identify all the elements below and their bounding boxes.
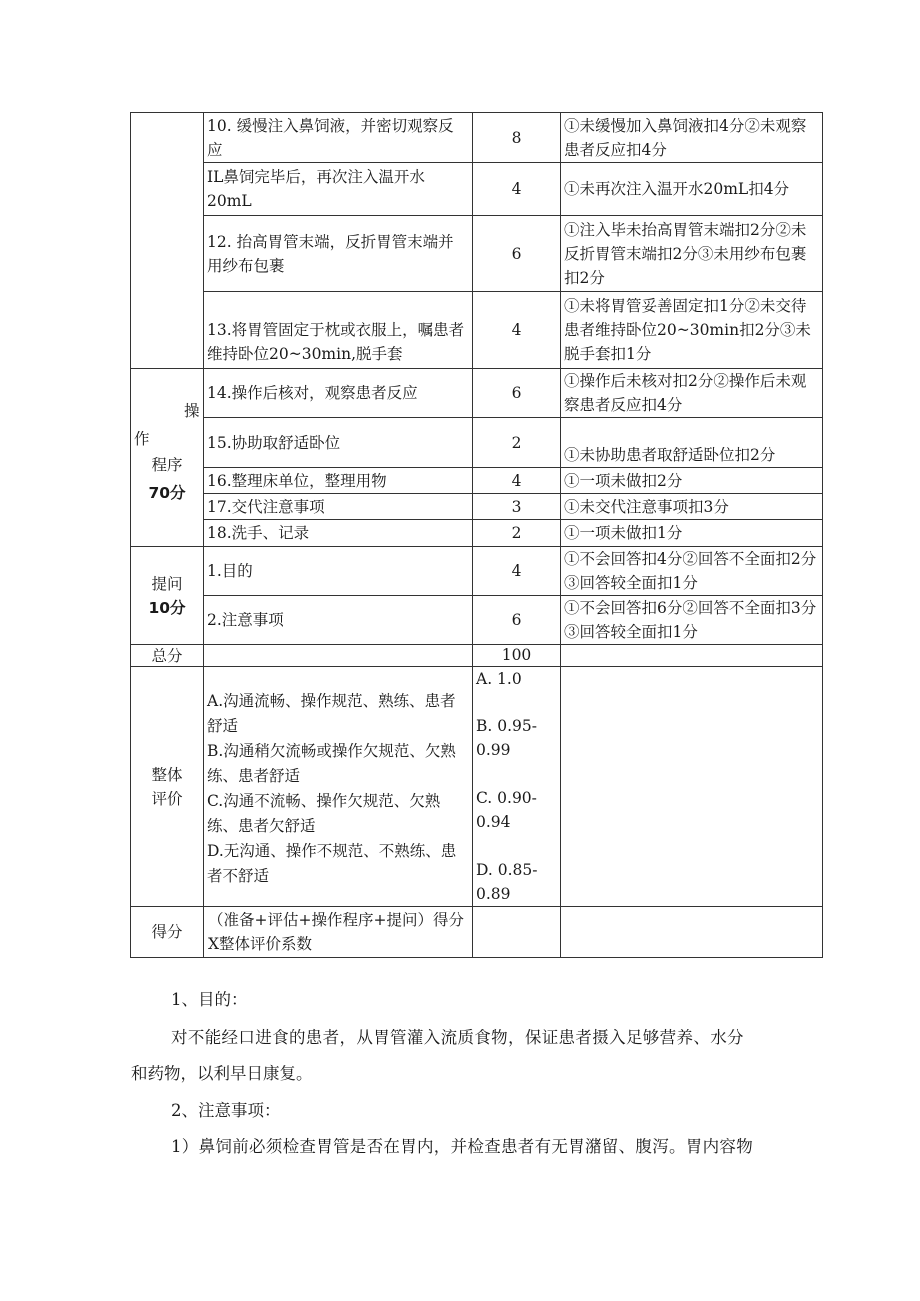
table-row: [131, 907, 823, 958]
table-row: [131, 113, 823, 163]
criteria-a: A.沟通流畅、操作规范、熟练、患者舒适: [207, 691, 456, 735]
points-cell: 4: [473, 163, 561, 216]
table-row: [131, 369, 823, 418]
table-row: [131, 596, 823, 645]
score-formula-cell: （准备+评估+操作程序+提问）得分X整体评价系数: [204, 907, 473, 958]
points-cell: 4: [473, 468, 561, 494]
category-operation-points: 70分: [148, 484, 186, 502]
deduction-cell: ①一项未做扣2分: [561, 468, 823, 494]
category-operation-name: 程序: [151, 456, 183, 474]
criteria-d: D.无沟通、操作不规范、不熟练、患者不舒适: [207, 841, 457, 885]
table-row: [131, 667, 823, 907]
overall-empty-cell: [561, 667, 823, 907]
item-cell: 15.协助取舒适卧位: [204, 418, 473, 468]
item-cell: 18.洗手、记录: [204, 520, 473, 547]
purpose-line-1: 对不能经口进食的患者，从胃管灌入流质食物，保证患者摄入足够营养、水分: [171, 1028, 744, 1047]
precaution-item-1: 1）鼻饲前必须检查胃管是否在胃内，并检查患者有无胃潴留、腹泻。胃内容物: [171, 1137, 753, 1156]
points-cell: 2: [473, 418, 561, 468]
table-row: [131, 216, 823, 292]
table-row: [131, 547, 823, 596]
category-total: 总分: [131, 645, 204, 667]
deduction-cell: ①一项未做扣1分: [561, 520, 823, 547]
category-operation: [131, 369, 204, 547]
question-item-cell: 1.目的: [204, 547, 473, 596]
item-cell: IL鼻饲完毕后，再次注入温开水20mL: [204, 163, 473, 216]
question-deduction-cell: ①不会回答扣4分②回答不全面扣2分③回答较全面扣1分: [561, 547, 823, 596]
category-operation-char1: 操: [184, 402, 200, 420]
table-row: [131, 292, 823, 369]
question-points-cell: 6: [473, 596, 561, 645]
category-overall-line2: 评价: [151, 789, 183, 808]
heading-precautions: 2、注意事项：: [171, 1101, 281, 1120]
criteria-b: B.沟通稍欠流畅或操作欠规范、欠熟练、患者舒适: [207, 741, 456, 785]
points-cell: 8: [473, 113, 561, 163]
category-questions-name: 提问: [151, 574, 183, 593]
category-overall: [131, 667, 204, 907]
score-empty-cell: [561, 907, 823, 958]
item-cell: 13.将胃管固定于枕或衣服上，嘱患者维持卧位20~30min,脱手套: [204, 292, 473, 369]
coefficient-d: D. 0.85-0.89: [476, 861, 538, 903]
question-item-cell: 2.注意事项: [204, 596, 473, 645]
coefficient-a: A. 1.0: [476, 670, 522, 688]
coefficient-c: C. 0.90-0.94: [476, 789, 537, 831]
total-empty-cell: [204, 645, 473, 667]
points-cell: 3: [473, 494, 561, 520]
category-questions-points: 10分: [148, 598, 186, 617]
score-empty-cell: [473, 907, 561, 958]
item-cell: 12. 抬高胃管末端，反折胃管末端并用纱布包裹: [204, 216, 473, 292]
category-questions: [131, 547, 204, 645]
item-cell: 17.交代注意事项: [204, 494, 473, 520]
points-cell: 6: [473, 369, 561, 418]
item-cell: 16.整理床单位，整理用物: [204, 468, 473, 494]
deduction-cell: ①注入毕未抬高胃管末端扣2分②未反折胃管末端扣2分③未用纱布包裹扣2分: [561, 216, 823, 292]
table-row: [131, 520, 823, 547]
points-cell: 4: [473, 292, 561, 369]
criteria-c: C.沟通不流畅、操作欠规范、欠熟练、患者欠舒适: [207, 791, 441, 835]
scoring-table: [130, 112, 823, 958]
table-row: [131, 468, 823, 494]
purpose-line-2: 和药物，以利早日康复。: [131, 1064, 313, 1083]
points-cell: 6: [473, 216, 561, 292]
deduction-cell: ①操作后未核对扣2分②操作后未观察患者反应扣4分: [561, 369, 823, 418]
item-cell: 14.操作后核对，观察患者反应: [204, 369, 473, 418]
table-row: [131, 163, 823, 216]
category-cell-continued: [131, 113, 204, 369]
coefficient-b: B. 0.95-0.99: [476, 717, 537, 759]
deduction-cell: ①未将胃管妥善固定扣1分②未交待患者维持卧位20~30min扣2分③未脱手套扣1分: [561, 292, 823, 369]
table-row: [131, 418, 823, 468]
points-cell: 2: [473, 520, 561, 547]
item-cell: 10. 缓慢注入鼻饲液，并密切观察反应: [204, 113, 473, 163]
deduction-cell: ①未协助患者取舒适卧位扣2分: [561, 418, 823, 468]
category-overall-line1: 整体: [151, 765, 183, 784]
overall-criteria-cell: [204, 667, 473, 907]
deduction-cell: ①未再次注入温开水20mL扣4分: [561, 163, 823, 216]
table-row: [131, 645, 823, 667]
deduction-cell: ①未交代注意事项扣3分: [561, 494, 823, 520]
heading-purpose: 1、目的：: [171, 990, 248, 1009]
total-empty-cell: [561, 645, 823, 667]
overall-coefficient-cell: [473, 667, 561, 907]
total-points-cell: 100: [473, 645, 561, 667]
question-points-cell: 4: [473, 547, 561, 596]
table-row: [131, 494, 823, 520]
question-deduction-cell: ①不会回答扣6分②回答不全面扣3分③回答较全面扣1分: [561, 596, 823, 645]
deduction-cell: ①未缓慢加入鼻饲液扣4分②未观察患者反应扣4分: [561, 113, 823, 163]
category-operation-char2: 作: [134, 430, 150, 448]
category-score: 得分: [131, 907, 204, 958]
